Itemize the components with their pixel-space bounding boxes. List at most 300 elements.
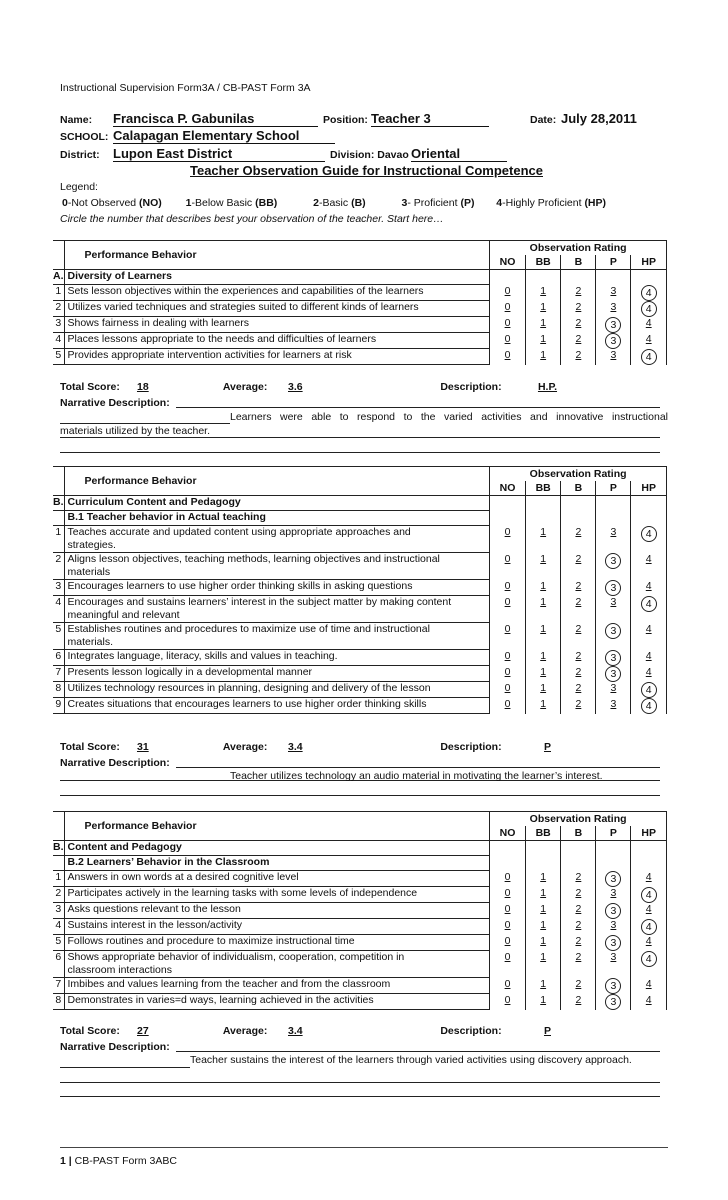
observation-table <box>53 811 667 1010</box>
rating-3[interactable]: 3 <box>596 349 631 365</box>
behavior-text <box>64 978 490 994</box>
empty-cell <box>561 841 596 856</box>
table-row <box>53 903 667 919</box>
rating-col-bb: BB <box>525 826 561 841</box>
item-number: 6 <box>53 951 64 978</box>
table-row <box>53 596 667 623</box>
behavior-text <box>64 650 490 666</box>
behavior-line: Shows fairness in dealing with learners <box>67 317 250 329</box>
narrative-text: Learners were able to respond to the varied activities and innovative instructional <box>230 411 668 423</box>
rating-col-b: B <box>561 255 596 270</box>
description-value: H.P. <box>537 381 558 393</box>
rating-2[interactable]: 2 <box>561 978 596 994</box>
observation-table <box>53 240 667 365</box>
rating-0[interactable]: 0 <box>490 903 526 919</box>
rating-4[interactable]: 4 <box>631 903 667 919</box>
rating-col-bb: BB <box>525 481 561 496</box>
position-label: Position: <box>323 114 368 126</box>
narrative-rule <box>60 452 660 453</box>
table-row <box>53 978 667 994</box>
table-row <box>53 871 667 887</box>
empty-cell <box>631 270 667 285</box>
item-number: 4 <box>53 919 64 935</box>
total-score-value: 27 <box>136 1025 149 1037</box>
average-label: Average: <box>222 741 268 753</box>
rating-4[interactable]: 4 <box>631 553 667 580</box>
total-score-value: 18 <box>136 381 149 393</box>
table-row <box>53 994 667 1010</box>
empty-cell <box>490 856 526 871</box>
legend-item-4: 4-Highly Proficient (HP) <box>496 197 607 209</box>
footer-sep: | <box>68 1155 72 1167</box>
total-score-label: Total Score: <box>60 741 120 753</box>
behavior-line-continued: strategies. <box>67 539 116 551</box>
narrative-rule <box>60 1096 660 1097</box>
rating-0[interactable]: 0 <box>490 698 526 714</box>
rating-col-no: NO <box>490 826 526 841</box>
item-number: 7 <box>53 666 64 682</box>
empty-cell <box>596 841 631 856</box>
rating-4-circled[interactable]: 4 <box>631 349 667 365</box>
table-row <box>53 317 667 333</box>
behavior-text <box>64 580 490 596</box>
table-row <box>53 580 667 596</box>
item-number: 4 <box>53 333 64 349</box>
rating-3-circled[interactable]: 3 <box>596 650 631 666</box>
empty-cell <box>596 496 631 511</box>
section-letter: B. <box>53 841 64 856</box>
behavior-text <box>64 666 490 682</box>
rating-3[interactable]: 3 <box>596 919 631 935</box>
name-value: Francisca P. Gabunilas <box>113 112 318 127</box>
rating-1[interactable]: 1 <box>525 301 561 317</box>
observation-rating-header: Observation Rating <box>490 241 667 256</box>
subtitle-blank <box>53 856 64 871</box>
rating-0[interactable]: 0 <box>490 301 526 317</box>
empty-cell <box>631 856 667 871</box>
behavior-text <box>64 994 490 1010</box>
legend-items <box>62 197 606 209</box>
rating-1[interactable]: 1 <box>525 871 561 887</box>
narrative-rule <box>60 1067 190 1068</box>
score-summary <box>60 741 591 753</box>
table-row <box>53 623 667 650</box>
section-letter: A. <box>53 270 64 285</box>
rating-4[interactable]: 4 <box>631 994 667 1010</box>
behavior-line-continued: meaningful and relevant <box>67 609 180 621</box>
rating-4[interactable]: 4 <box>631 978 667 994</box>
item-number: 8 <box>53 682 64 698</box>
rating-0[interactable]: 0 <box>490 682 526 698</box>
item-number: 5 <box>53 935 64 951</box>
rating-1[interactable]: 1 <box>525 666 561 682</box>
rating-0[interactable]: 0 <box>490 978 526 994</box>
rating-1[interactable]: 1 <box>525 285 561 301</box>
rating-2[interactable]: 2 <box>561 553 596 580</box>
behavior-line: Asks questions relevant to the lesson <box>67 903 241 915</box>
rating-3[interactable]: 3 <box>596 526 631 553</box>
rating-col-hp: HP <box>631 826 667 841</box>
rating-3-circled[interactable]: 3 <box>596 553 631 580</box>
item-number: 2 <box>53 553 64 580</box>
division-value: Oriental <box>411 147 507 162</box>
table-row <box>53 935 667 951</box>
legend-item-2: 2-Basic (B) <box>313 197 366 209</box>
table-row <box>53 526 667 553</box>
rating-4[interactable]: 4 <box>631 623 667 650</box>
average-label: Average: <box>222 1025 268 1037</box>
table-row <box>53 349 667 365</box>
rating-0[interactable]: 0 <box>490 580 526 596</box>
behavior-text <box>64 317 490 333</box>
rating-3-circled[interactable]: 3 <box>596 903 631 919</box>
table-row <box>53 553 667 580</box>
observation-rating-header: Observation Rating <box>490 467 667 482</box>
rating-3-circled[interactable]: 3 <box>596 871 631 887</box>
rating-2[interactable]: 2 <box>561 650 596 666</box>
description-value: P <box>543 1025 551 1037</box>
rating-0[interactable]: 0 <box>490 596 526 623</box>
behavior-line: Sets lesson objectives within the experiences and capabilities of the learners <box>67 285 424 297</box>
header-blank <box>53 467 64 496</box>
rating-2[interactable]: 2 <box>561 666 596 682</box>
behavior-text <box>64 682 490 698</box>
rating-4[interactable]: 4 <box>631 650 667 666</box>
narrative-label: Narrative Description: <box>60 757 170 769</box>
rating-col-hp: HP <box>631 481 667 496</box>
division-label: Division: Davao <box>330 149 409 161</box>
empty-cell <box>596 270 631 285</box>
rating-1[interactable]: 1 <box>525 919 561 935</box>
narrative-label: Narrative Description: <box>60 1041 170 1053</box>
table-row <box>53 887 667 903</box>
rating-4-circled[interactable]: 4 <box>631 301 667 317</box>
empty-cell <box>525 511 561 526</box>
rating-2[interactable]: 2 <box>561 682 596 698</box>
rating-1[interactable]: 1 <box>525 994 561 1010</box>
rating-1[interactable]: 1 <box>525 903 561 919</box>
rating-0[interactable]: 0 <box>490 623 526 650</box>
rating-4-circled[interactable]: 4 <box>631 682 667 698</box>
rating-0[interactable]: 0 <box>490 666 526 682</box>
footer-text: CB-PAST Form 3ABC <box>74 1155 177 1167</box>
school-label: SCHOOL: <box>60 131 109 143</box>
rating-3-circled[interactable]: 3 <box>596 333 631 349</box>
rating-1[interactable]: 1 <box>525 349 561 365</box>
item-number: 8 <box>53 994 64 1010</box>
rating-3-circled[interactable]: 3 <box>596 623 631 650</box>
observation-rating-header: Observation Rating <box>490 812 667 827</box>
rating-2[interactable]: 2 <box>561 903 596 919</box>
rating-2[interactable]: 2 <box>561 317 596 333</box>
behavior-line: Presents lesson logically in a developmental manner <box>67 666 313 678</box>
rating-3[interactable]: 3 <box>596 887 631 903</box>
empty-cell <box>525 496 561 511</box>
empty-cell <box>561 511 596 526</box>
rating-4[interactable]: 4 <box>631 580 667 596</box>
rating-3[interactable]: 3 <box>596 301 631 317</box>
behavior-text <box>64 596 490 623</box>
rating-3[interactable]: 3 <box>596 596 631 623</box>
rating-0[interactable]: 0 <box>490 994 526 1010</box>
narrative-text: Teacher utilizes technology an audio material in motivating the learner’s interest. <box>230 770 603 782</box>
rating-4[interactable]: 4 <box>631 666 667 682</box>
guide-title: Teacher Observation Guide for Instructional Competence <box>190 163 543 178</box>
rating-3-circled[interactable]: 3 <box>596 317 631 333</box>
rating-4[interactable]: 4 <box>631 935 667 951</box>
rating-4-circled[interactable]: 4 <box>631 919 667 935</box>
rating-1[interactable]: 1 <box>525 935 561 951</box>
rating-col-no: NO <box>490 481 526 496</box>
performance-header: Performance Behavior <box>64 812 490 841</box>
rating-1[interactable]: 1 <box>525 698 561 714</box>
item-number: 3 <box>53 317 64 333</box>
behavior-line: Answers in own words at a desired cognitive level <box>67 871 299 883</box>
empty-cell <box>525 270 561 285</box>
empty-cell <box>596 856 631 871</box>
behavior-text <box>64 903 490 919</box>
rating-1[interactable]: 1 <box>525 317 561 333</box>
rating-3-circled[interactable]: 3 <box>596 666 631 682</box>
rating-2[interactable]: 2 <box>561 349 596 365</box>
rating-4-circled[interactable]: 4 <box>631 951 667 978</box>
behavior-line: Integrates language, literacy, skills and values in teaching. <box>67 650 338 662</box>
item-number: 3 <box>53 903 64 919</box>
item-number: 2 <box>53 887 64 903</box>
rating-col-p: P <box>596 826 631 841</box>
rating-2[interactable]: 2 <box>561 333 596 349</box>
rating-0[interactable]: 0 <box>490 951 526 978</box>
rating-4[interactable]: 4 <box>631 871 667 887</box>
narrative-rule <box>60 780 230 781</box>
behavior-text <box>64 623 490 650</box>
header-blank <box>53 241 64 270</box>
average-value: 3.6 <box>288 381 303 393</box>
name-label: Name: <box>60 114 93 126</box>
rating-2[interactable]: 2 <box>561 951 596 978</box>
rating-2[interactable]: 2 <box>561 935 596 951</box>
rating-0[interactable]: 0 <box>490 317 526 333</box>
page-number: 1 <box>60 1155 66 1167</box>
description-label: Description: <box>440 741 502 753</box>
behavior-line: Follows routines and procedure to maximize instructional time <box>67 935 355 947</box>
rating-2[interactable]: 2 <box>561 285 596 301</box>
school-value: Calapagan Elementary School <box>113 129 335 144</box>
behavior-text <box>64 871 490 887</box>
behavior-line: Utilizes varied techniques and strategies suited to different kinds of learners <box>67 301 419 313</box>
behavior-text <box>64 526 490 553</box>
empty-cell <box>525 841 561 856</box>
rating-2[interactable]: 2 <box>561 623 596 650</box>
date-value: July 28,2011 <box>561 111 637 126</box>
observation-table <box>53 466 667 714</box>
item-number: 2 <box>53 301 64 317</box>
section-title: Diversity of Learners <box>64 270 490 285</box>
behavior-text <box>64 301 490 317</box>
rating-2[interactable]: 2 <box>561 596 596 623</box>
rating-2[interactable]: 2 <box>561 994 596 1010</box>
rating-0[interactable]: 0 <box>490 650 526 666</box>
rating-0[interactable]: 0 <box>490 887 526 903</box>
rating-4-circled[interactable]: 4 <box>631 596 667 623</box>
rating-4-circled[interactable]: 4 <box>631 887 667 903</box>
score-summary <box>60 1025 591 1037</box>
item-number: 9 <box>53 698 64 714</box>
rating-1[interactable]: 1 <box>525 526 561 553</box>
section-title: Content and Pedagogy <box>64 841 490 856</box>
empty-cell <box>490 496 526 511</box>
rating-1[interactable]: 1 <box>525 887 561 903</box>
district-label: District: <box>60 149 100 161</box>
rating-col-p: P <box>596 255 631 270</box>
empty-cell <box>631 841 667 856</box>
rating-3[interactable]: 3 <box>596 698 631 714</box>
rating-2[interactable]: 2 <box>561 526 596 553</box>
section-subtitle: B.1 Teacher behavior in Actual teaching <box>64 511 490 526</box>
rating-1[interactable]: 1 <box>525 623 561 650</box>
rating-1[interactable]: 1 <box>525 333 561 349</box>
behavior-line: Places lessons appropriate to the needs and difficulties of learners <box>67 333 377 345</box>
rating-0[interactable]: 0 <box>490 919 526 935</box>
instruction-text: Circle the number that describes best your observation of the teacher. Start here… <box>60 213 444 225</box>
rating-1[interactable]: 1 <box>525 951 561 978</box>
behavior-text <box>64 919 490 935</box>
behavior-text <box>64 333 490 349</box>
table-row <box>53 650 667 666</box>
narrative-text: Teacher sustains the interest of the learners through varied activities using discovery approach. <box>190 1054 632 1066</box>
description-value: P <box>543 741 551 753</box>
behavior-line: Participates actively in the learning tasks with some levels of independence <box>67 887 418 899</box>
narrative-rule <box>60 795 660 796</box>
behavior-text <box>64 951 490 978</box>
empty-cell <box>561 496 596 511</box>
rating-2[interactable]: 2 <box>561 301 596 317</box>
empty-cell <box>490 841 526 856</box>
narrative-rule <box>176 1051 660 1052</box>
rating-2[interactable]: 2 <box>561 580 596 596</box>
section-letter: B. <box>53 496 64 511</box>
rating-1[interactable]: 1 <box>525 978 561 994</box>
rating-3-circled[interactable]: 3 <box>596 935 631 951</box>
item-number: 3 <box>53 580 64 596</box>
narrative-rule <box>60 1082 660 1083</box>
behavior-line: Encourages and sustains learners’ interest in the subject matter by making content <box>67 596 452 608</box>
performance-header: Performance Behavior <box>64 241 490 270</box>
rating-2[interactable]: 2 <box>561 887 596 903</box>
behavior-line: Imbibes and values learning from the teacher and from the classroom <box>67 978 391 990</box>
empty-cell <box>561 856 596 871</box>
rating-1[interactable]: 1 <box>525 650 561 666</box>
rating-col-no: NO <box>490 255 526 270</box>
legend-item-0: 0-Not Observed (NO) <box>62 197 162 209</box>
behavior-line: Aligns lesson objectives, teaching methods, learning objectives and instructional <box>67 553 440 565</box>
table-row <box>53 301 667 317</box>
description-label: Description: <box>440 381 502 393</box>
footer <box>60 1155 177 1167</box>
behavior-line: Teaches accurate and updated content using appropriate approaches and <box>67 526 411 538</box>
rating-2[interactable]: 2 <box>561 871 596 887</box>
behavior-line-continued: materials <box>67 566 111 578</box>
rating-col-p: P <box>596 481 631 496</box>
rating-0[interactable]: 0 <box>490 935 526 951</box>
rating-col-b: B <box>561 481 596 496</box>
empty-cell <box>596 511 631 526</box>
rating-3-circled[interactable]: 3 <box>596 978 631 994</box>
item-number: 5 <box>53 623 64 650</box>
behavior-line: Provides appropriate intervention activities for learners at risk <box>67 349 352 361</box>
rating-0[interactable]: 0 <box>490 526 526 553</box>
rating-3-circled[interactable]: 3 <box>596 994 631 1010</box>
item-number: 6 <box>53 650 64 666</box>
district-value: Lupon East District <box>113 147 325 162</box>
behavior-text <box>64 698 490 714</box>
header-blank <box>53 812 64 841</box>
behavior-line: Creates situations that encourages learners to use higher order thinking skills <box>67 698 427 710</box>
rating-1[interactable]: 1 <box>525 596 561 623</box>
section-subtitle: B.2 Learners’ Behavior in the Classroom <box>64 856 490 871</box>
narrative-rule <box>176 767 660 768</box>
rating-4-circled[interactable]: 4 <box>631 526 667 553</box>
form-title: Instructional Supervision Form3A / CB-PAST Form 3A <box>60 82 311 94</box>
rating-0[interactable]: 0 <box>490 871 526 887</box>
rating-1[interactable]: 1 <box>525 553 561 580</box>
average-label: Average: <box>222 381 268 393</box>
rating-4-circled[interactable]: 4 <box>631 285 667 301</box>
behavior-line: Establishes routines and procedures to maximize use of time and instructional <box>67 623 430 635</box>
legend-item-3: 3- Proficient (P) <box>401 197 475 209</box>
total-score-label: Total Score: <box>60 1025 120 1037</box>
total-score-value: 31 <box>136 741 149 753</box>
rating-3-circled[interactable]: 3 <box>596 580 631 596</box>
rating-3[interactable]: 3 <box>596 285 631 301</box>
rating-0[interactable]: 0 <box>490 333 526 349</box>
rating-0[interactable]: 0 <box>490 285 526 301</box>
behavior-line: Shows appropriate behavior of individualism, cooperation, competition in <box>67 951 405 963</box>
table-row <box>53 285 667 301</box>
average-value: 3.4 <box>288 741 303 753</box>
rating-0[interactable]: 0 <box>490 553 526 580</box>
average-value: 3.4 <box>288 1025 303 1037</box>
rating-2[interactable]: 2 <box>561 698 596 714</box>
legend-label: Legend: <box>60 181 98 193</box>
rating-3[interactable]: 3 <box>596 682 631 698</box>
item-number: 7 <box>53 978 64 994</box>
position-value: Teacher 3 <box>371 112 489 127</box>
behavior-line: Utilizes technology resources in planning, designing and delivery of the lesson <box>67 682 431 694</box>
empty-cell <box>525 856 561 871</box>
section-title: Curriculum Content and Pedagogy <box>64 496 490 511</box>
rating-col-b: B <box>561 826 596 841</box>
rating-3[interactable]: 3 <box>596 951 631 978</box>
rating-4[interactable]: 4 <box>631 333 667 349</box>
behavior-line: Encourages learners to use higher order thinking skills in asking questions <box>67 580 413 592</box>
rating-1[interactable]: 1 <box>525 580 561 596</box>
description-label: Description: <box>440 1025 502 1037</box>
table-row <box>53 333 667 349</box>
table-row <box>53 682 667 698</box>
performance-header: Performance Behavior <box>64 467 490 496</box>
rating-2[interactable]: 2 <box>561 919 596 935</box>
empty-cell <box>631 496 667 511</box>
behavior-text <box>64 349 490 365</box>
rating-4[interactable]: 4 <box>631 317 667 333</box>
rating-1[interactable]: 1 <box>525 682 561 698</box>
rating-4-circled[interactable]: 4 <box>631 698 667 714</box>
empty-cell <box>561 270 596 285</box>
item-number: 5 <box>53 349 64 365</box>
item-number: 1 <box>53 285 64 301</box>
rating-0[interactable]: 0 <box>490 349 526 365</box>
